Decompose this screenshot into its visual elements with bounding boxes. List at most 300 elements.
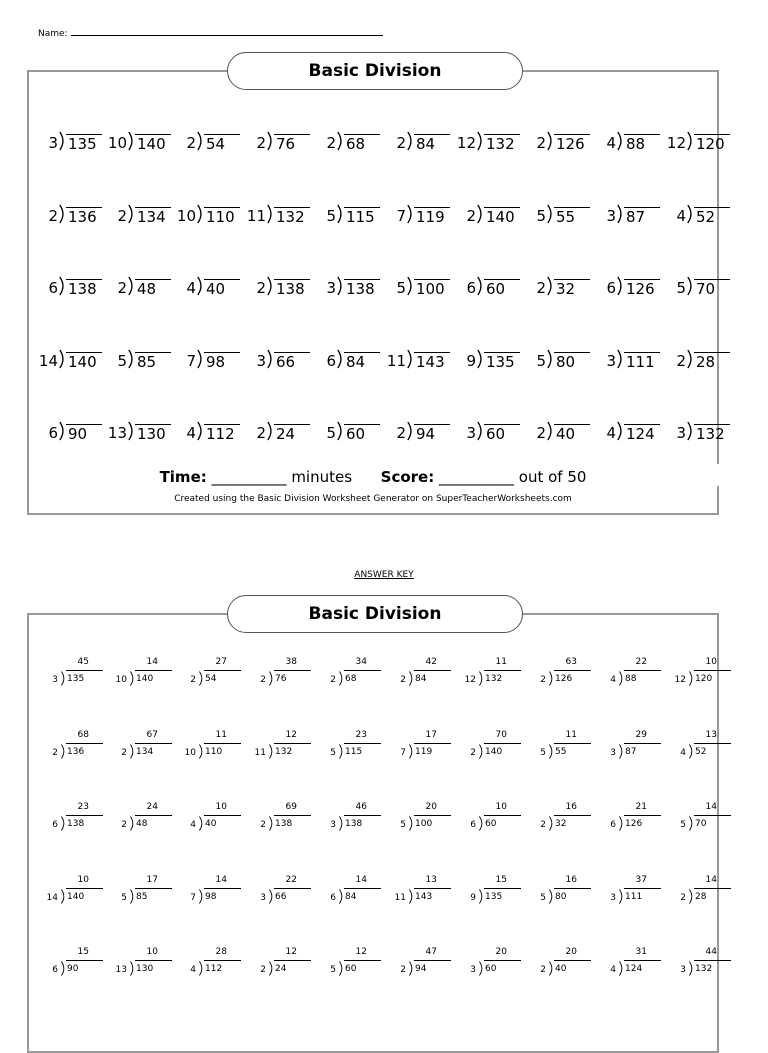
dividend: 136 bbox=[66, 207, 102, 226]
divisor: 6 bbox=[326, 351, 336, 370]
division-problem bbox=[387, 275, 456, 301]
border-gap bbox=[715, 464, 719, 486]
answer-problem bbox=[667, 875, 736, 915]
dividend: 132 bbox=[694, 424, 730, 443]
division-problem bbox=[667, 420, 736, 446]
dividend: 138 bbox=[344, 815, 381, 829]
divisor: 6 bbox=[606, 279, 616, 297]
quotient: 10 bbox=[215, 802, 227, 812]
divisor: 6 bbox=[330, 892, 336, 903]
divisor: 6 bbox=[52, 965, 58, 975]
quotient: 23 bbox=[355, 729, 367, 740]
divisor: 14 bbox=[38, 351, 58, 370]
division-problem bbox=[247, 203, 316, 229]
dividend: 135 bbox=[484, 352, 520, 371]
answer-problem bbox=[247, 875, 316, 915]
division-problem bbox=[527, 420, 596, 446]
answer-problem bbox=[108, 730, 177, 770]
divisor: 3 bbox=[466, 424, 476, 442]
dividend: 126 bbox=[624, 279, 660, 298]
answer-problem bbox=[39, 875, 108, 915]
quotient: 29 bbox=[635, 729, 647, 740]
answer-problem bbox=[387, 730, 456, 770]
answer-problem bbox=[597, 730, 666, 770]
time-label: Time: bbox=[159, 468, 207, 486]
division-problem bbox=[108, 203, 177, 229]
quotient: 21 bbox=[635, 802, 647, 812]
divisor: 11 bbox=[386, 351, 406, 370]
quotient: 69 bbox=[285, 802, 297, 812]
score-blank: __________ bbox=[439, 468, 514, 486]
divisor: 11 bbox=[246, 206, 266, 225]
divisor: 2 bbox=[400, 675, 406, 685]
answer-problem bbox=[667, 730, 736, 770]
dividend: 32 bbox=[554, 815, 591, 829]
quotient: 14 bbox=[705, 874, 717, 885]
answer-problem bbox=[39, 657, 108, 697]
quotient: 22 bbox=[635, 657, 647, 667]
quotient: 27 bbox=[215, 657, 227, 667]
divisor: 5 bbox=[330, 965, 336, 975]
divisor: 13 bbox=[115, 965, 127, 975]
division-problem bbox=[39, 275, 108, 301]
quotient: 63 bbox=[565, 657, 577, 667]
dividend: 28 bbox=[694, 352, 730, 371]
answer-problem bbox=[387, 802, 456, 842]
dividend: 54 bbox=[204, 134, 240, 153]
divisor: 12 bbox=[464, 675, 476, 685]
division-problem bbox=[527, 130, 596, 156]
divisor: 2 bbox=[52, 747, 58, 758]
division-problem bbox=[387, 420, 456, 446]
divisor: 4 bbox=[186, 424, 196, 442]
quotient: 14 bbox=[215, 874, 227, 885]
divisor: 7 bbox=[186, 351, 196, 370]
division-problem bbox=[667, 348, 736, 374]
quotient: 13 bbox=[425, 874, 437, 885]
quotient: 70 bbox=[495, 729, 507, 740]
quotient: 44 bbox=[705, 947, 717, 957]
answer-key-label: ANSWER KEY bbox=[354, 570, 414, 580]
dividend: 120 bbox=[694, 670, 731, 684]
divisor: 2 bbox=[540, 965, 546, 975]
dividend: 140 bbox=[66, 352, 102, 371]
dividend: 24 bbox=[274, 960, 311, 974]
dividend: 55 bbox=[554, 743, 591, 757]
dividend: 94 bbox=[414, 960, 451, 974]
division-problem bbox=[108, 130, 177, 156]
answer-problem bbox=[527, 947, 596, 987]
division-problem bbox=[597, 420, 666, 446]
divisor: 4 bbox=[610, 965, 616, 975]
dividend: 119 bbox=[414, 207, 450, 226]
divisor: 3 bbox=[260, 892, 266, 903]
divisor: 2 bbox=[680, 892, 686, 903]
answer-problem bbox=[387, 875, 456, 915]
divisor: 7 bbox=[400, 747, 406, 758]
dividend: 132 bbox=[274, 743, 311, 757]
divisor: 3 bbox=[470, 965, 476, 975]
division-problem bbox=[247, 130, 316, 156]
dividend: 130 bbox=[135, 960, 172, 974]
answer-problem bbox=[317, 730, 386, 770]
dividend: 32 bbox=[554, 279, 590, 298]
division-problem bbox=[457, 203, 526, 229]
divisor: 2 bbox=[117, 206, 127, 225]
dividend: 85 bbox=[135, 888, 172, 902]
dividend: 70 bbox=[694, 815, 731, 829]
quotient: 20 bbox=[565, 947, 577, 957]
dividend: 140 bbox=[484, 207, 520, 226]
dividend: 132 bbox=[484, 670, 521, 684]
divisor: 4 bbox=[190, 965, 196, 975]
dividend: 80 bbox=[554, 888, 591, 902]
divisor: 9 bbox=[466, 351, 476, 370]
dividend: 115 bbox=[344, 743, 381, 757]
division-problem bbox=[39, 420, 108, 446]
divisor: 5 bbox=[326, 206, 336, 225]
answer-problem bbox=[108, 947, 177, 987]
dividend: 130 bbox=[135, 424, 171, 443]
answer-problem bbox=[317, 657, 386, 697]
quotient: 10 bbox=[495, 802, 507, 812]
divisor: 4 bbox=[606, 134, 616, 152]
quotient: 24 bbox=[146, 802, 158, 812]
divisor: 11 bbox=[254, 747, 266, 758]
dividend: 66 bbox=[274, 888, 311, 902]
quotient: 11 bbox=[495, 657, 507, 667]
time-unit: minutes bbox=[291, 468, 353, 486]
worksheet-panel bbox=[27, 61, 725, 515]
answer-problem bbox=[597, 802, 666, 842]
division-problem bbox=[247, 275, 316, 301]
dividend: 126 bbox=[624, 815, 661, 829]
dividend: 40 bbox=[554, 960, 591, 974]
quotient: 22 bbox=[285, 874, 297, 885]
dividend: 87 bbox=[624, 743, 661, 757]
dividend: 84 bbox=[414, 134, 450, 153]
answer-problem bbox=[457, 657, 526, 697]
division-problem bbox=[457, 130, 526, 156]
dividend: 110 bbox=[204, 207, 240, 226]
divisor: 5 bbox=[396, 279, 406, 297]
quotient: 17 bbox=[146, 874, 158, 885]
answer-key-title: Basic Division bbox=[227, 595, 523, 633]
divisor: 3 bbox=[676, 424, 686, 442]
answer-problem bbox=[597, 657, 666, 697]
dividend: 135 bbox=[484, 888, 521, 902]
dividend: 52 bbox=[694, 207, 730, 226]
divisor: 3 bbox=[48, 134, 58, 152]
divisor: 6 bbox=[52, 820, 58, 830]
divisor: 5 bbox=[536, 206, 546, 225]
worksheet-title: Basic Division bbox=[227, 52, 523, 90]
divisor: 2 bbox=[121, 820, 127, 830]
divisor: 9 bbox=[470, 892, 476, 903]
dividend: 76 bbox=[274, 670, 311, 684]
divisor: 5 bbox=[121, 892, 127, 903]
answer-problem bbox=[108, 657, 177, 697]
quotient: 28 bbox=[215, 947, 227, 957]
divisor: 2 bbox=[48, 206, 58, 225]
answer-problem bbox=[177, 730, 246, 770]
answer-problem bbox=[457, 875, 526, 915]
dividend: 134 bbox=[135, 743, 172, 757]
division-problem bbox=[457, 420, 526, 446]
divisor: 2 bbox=[117, 279, 127, 297]
dividend: 88 bbox=[624, 670, 661, 684]
division-problem bbox=[597, 348, 666, 374]
division-problem bbox=[317, 420, 386, 446]
quotient: 45 bbox=[77, 657, 89, 667]
dividend: 111 bbox=[624, 352, 660, 371]
divisor: 2 bbox=[190, 675, 196, 685]
division-problem bbox=[667, 130, 736, 156]
quotient: 23 bbox=[77, 802, 89, 812]
dividend: 48 bbox=[135, 279, 171, 298]
division-problem bbox=[667, 203, 736, 229]
dividend: 100 bbox=[414, 279, 450, 298]
divisor: 2 bbox=[121, 747, 127, 758]
dividend: 94 bbox=[414, 424, 450, 443]
divisor: 5 bbox=[540, 747, 546, 758]
divisor: 2 bbox=[400, 965, 406, 975]
dividend: 120 bbox=[694, 134, 730, 153]
divisor: 2 bbox=[330, 675, 336, 685]
divisor: 4 bbox=[190, 820, 196, 830]
divisor: 4 bbox=[676, 206, 686, 225]
quotient: 15 bbox=[495, 874, 507, 885]
answer-key-panel bbox=[27, 604, 719, 1053]
answer-problem bbox=[247, 802, 316, 842]
dividend: 126 bbox=[554, 134, 590, 153]
divisor: 10 bbox=[176, 206, 196, 225]
dividend: 132 bbox=[484, 134, 520, 153]
quotient: 47 bbox=[425, 947, 437, 957]
dividend: 143 bbox=[414, 352, 450, 371]
dividend: 68 bbox=[344, 670, 381, 684]
answer-problem bbox=[247, 657, 316, 697]
quotient: 38 bbox=[285, 657, 297, 667]
quotient: 31 bbox=[635, 947, 647, 957]
divisor: 3 bbox=[606, 351, 616, 370]
divisor: 6 bbox=[466, 279, 476, 297]
quotient: 15 bbox=[77, 947, 89, 957]
divisor: 3 bbox=[606, 206, 616, 225]
answer-problem bbox=[317, 947, 386, 987]
answer-problem bbox=[597, 947, 666, 987]
divisor: 3 bbox=[326, 279, 336, 297]
answer-problem bbox=[177, 802, 246, 842]
division-problem bbox=[39, 203, 108, 229]
answer-problem bbox=[177, 875, 246, 915]
division-problem bbox=[177, 203, 246, 229]
division-problem bbox=[597, 275, 666, 301]
dividend: 140 bbox=[66, 888, 103, 902]
quotient: 12 bbox=[285, 947, 297, 957]
divisor: 2 bbox=[326, 134, 336, 152]
dividend: 55 bbox=[554, 207, 590, 226]
dividend: 100 bbox=[414, 815, 451, 829]
divisor: 2 bbox=[396, 424, 406, 442]
division-problem bbox=[527, 275, 596, 301]
divisor: 3 bbox=[610, 892, 616, 903]
divisor: 12 bbox=[674, 675, 686, 685]
time-score-line bbox=[29, 468, 717, 486]
dividend: 85 bbox=[135, 352, 171, 371]
answer-problem bbox=[247, 730, 316, 770]
quotient: 14 bbox=[146, 657, 158, 667]
divisor: 4 bbox=[606, 424, 616, 442]
divisor: 10 bbox=[107, 134, 127, 152]
name-label: Name: bbox=[38, 29, 68, 39]
answer-problem bbox=[39, 947, 108, 987]
division-problem bbox=[317, 275, 386, 301]
quotient: 42 bbox=[425, 657, 437, 667]
divisor: 2 bbox=[256, 279, 266, 297]
answer-problem bbox=[177, 657, 246, 697]
divisor: 3 bbox=[680, 965, 686, 975]
dividend: 119 bbox=[414, 743, 451, 757]
credit-line: Created using the Basic Division Worksheet Generator on SuperTeacherWorksheets.com bbox=[174, 494, 572, 504]
dividend: 135 bbox=[66, 670, 103, 684]
dividend: 124 bbox=[624, 960, 661, 974]
divisor: 2 bbox=[260, 675, 266, 685]
divisor: 2 bbox=[466, 206, 476, 225]
dividend: 126 bbox=[554, 670, 591, 684]
quotient: 68 bbox=[77, 729, 89, 740]
division-problem bbox=[39, 348, 108, 374]
dividend: 138 bbox=[344, 279, 380, 298]
divisor: 2 bbox=[256, 134, 266, 152]
answer-problem bbox=[527, 875, 596, 915]
dividend: 112 bbox=[204, 960, 241, 974]
divisor: 2 bbox=[676, 351, 686, 370]
dividend: 132 bbox=[694, 960, 731, 974]
quotient: 46 bbox=[355, 802, 367, 812]
divisor: 7 bbox=[190, 892, 196, 903]
dividend: 70 bbox=[694, 279, 730, 298]
divisor: 4 bbox=[680, 747, 686, 758]
divisor: 3 bbox=[610, 747, 616, 758]
division-problem bbox=[317, 203, 386, 229]
dividend: 60 bbox=[344, 424, 380, 443]
quotient: 10 bbox=[705, 657, 717, 667]
quotient: 20 bbox=[495, 947, 507, 957]
dividend: 60 bbox=[484, 424, 520, 443]
dividend: 60 bbox=[484, 815, 521, 829]
divisor: 2 bbox=[260, 965, 266, 975]
dividend: 40 bbox=[554, 424, 590, 443]
dividend: 48 bbox=[135, 815, 172, 829]
score-suffix: out of 50 bbox=[518, 468, 587, 486]
dividend: 60 bbox=[484, 279, 520, 298]
answer-problem bbox=[317, 802, 386, 842]
dividend: 110 bbox=[204, 743, 241, 757]
dividend: 88 bbox=[624, 134, 660, 153]
divisor: 5 bbox=[400, 820, 406, 830]
divisor: 12 bbox=[666, 134, 686, 152]
answer-problem bbox=[387, 947, 456, 987]
divisor: 12 bbox=[456, 134, 476, 152]
divisor: 10 bbox=[115, 675, 127, 685]
dividend: 80 bbox=[554, 352, 590, 371]
dividend: 28 bbox=[694, 888, 731, 902]
answer-problem bbox=[527, 730, 596, 770]
quotient: 16 bbox=[565, 874, 577, 885]
division-problem bbox=[177, 348, 246, 374]
division-problem bbox=[108, 348, 177, 374]
dividend: 40 bbox=[204, 279, 240, 298]
dividend: 138 bbox=[66, 815, 103, 829]
divisor: 5 bbox=[680, 820, 686, 830]
divisor: 2 bbox=[260, 820, 266, 830]
answer-problem bbox=[39, 730, 108, 770]
division-problem bbox=[317, 348, 386, 374]
divisor: 2 bbox=[470, 747, 476, 758]
answer-problem bbox=[667, 947, 736, 987]
dividend: 98 bbox=[204, 352, 240, 371]
quotient: 14 bbox=[355, 874, 367, 885]
division-problem bbox=[247, 420, 316, 446]
dividend: 87 bbox=[624, 207, 660, 226]
divisor: 5 bbox=[117, 351, 127, 370]
division-problem bbox=[457, 275, 526, 301]
quotient: 10 bbox=[77, 874, 89, 885]
division-problem bbox=[597, 203, 666, 229]
name-underline bbox=[71, 27, 383, 36]
divisor: 6 bbox=[48, 424, 58, 442]
divisor: 2 bbox=[536, 279, 546, 297]
name-field bbox=[38, 27, 383, 39]
division-problem bbox=[177, 130, 246, 156]
quotient: 11 bbox=[565, 729, 577, 740]
division-problem bbox=[527, 203, 596, 229]
quotient: 34 bbox=[355, 657, 367, 667]
divisor: 7 bbox=[396, 206, 406, 225]
answer-problem bbox=[527, 657, 596, 697]
quotient: 10 bbox=[146, 947, 158, 957]
divisor: 5 bbox=[536, 351, 546, 370]
divisor: 2 bbox=[396, 134, 406, 152]
divisor: 5 bbox=[676, 279, 686, 297]
quotient: 37 bbox=[635, 874, 647, 885]
time-blank: __________ bbox=[211, 468, 287, 486]
dividend: 66 bbox=[274, 352, 310, 371]
dividend: 140 bbox=[135, 134, 171, 153]
division-problem bbox=[667, 275, 736, 301]
dividend: 60 bbox=[344, 960, 381, 974]
dividend: 138 bbox=[66, 279, 102, 298]
dividend: 132 bbox=[274, 207, 310, 226]
division-problem bbox=[108, 420, 177, 446]
dividend: 90 bbox=[66, 424, 102, 443]
dividend: 24 bbox=[274, 424, 310, 443]
division-problem bbox=[247, 348, 316, 374]
divisor: 13 bbox=[107, 424, 127, 442]
quotient: 16 bbox=[565, 802, 577, 812]
quotient: 12 bbox=[285, 729, 297, 740]
divisor: 3 bbox=[256, 351, 266, 370]
division-problem bbox=[457, 348, 526, 374]
answer-problem bbox=[247, 947, 316, 987]
answer-problem bbox=[317, 875, 386, 915]
division-problem bbox=[387, 348, 456, 374]
dividend: 60 bbox=[484, 960, 521, 974]
answer-problem bbox=[108, 875, 177, 915]
quotient: 17 bbox=[425, 729, 437, 740]
divisor: 2 bbox=[536, 134, 546, 152]
